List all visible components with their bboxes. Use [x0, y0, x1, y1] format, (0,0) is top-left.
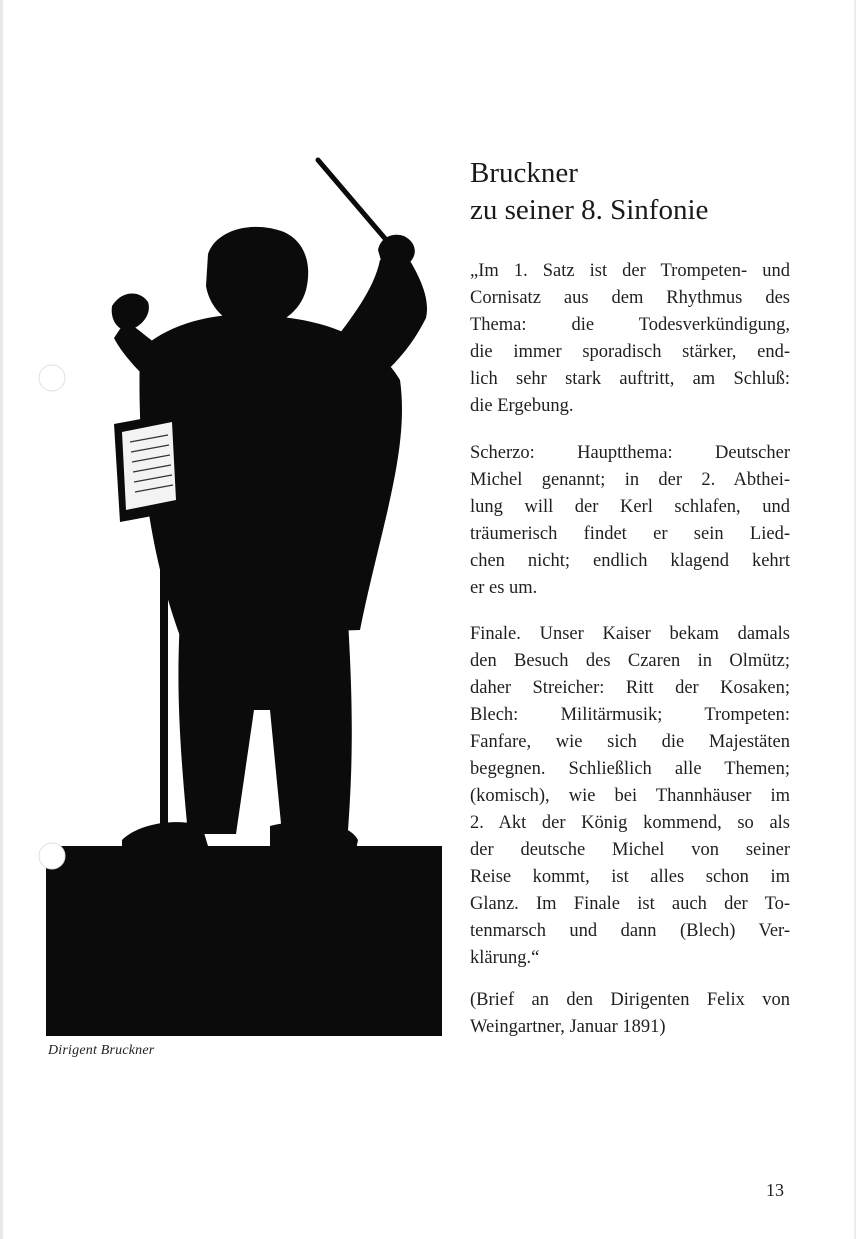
text-line: (komisch), wie bei Thannhäuser im	[470, 786, 790, 806]
text-line: begegnen. Schließlich alle Themen;	[470, 759, 790, 779]
title-line-1: Bruckner	[470, 157, 578, 189]
music-stand-pole	[160, 500, 168, 860]
page-edge-left	[0, 0, 3, 1239]
source-citation	[470, 987, 790, 1041]
text-line: der deutsche Michel von seiner	[470, 840, 790, 860]
text-line: Glanz. Im Finale ist auch der To-	[470, 894, 790, 914]
baton	[318, 160, 388, 242]
text-line: Cornisatz aus dem Rhythmus des	[470, 288, 790, 308]
text-line: Fanfare, wie sich die Majestäten	[470, 732, 790, 752]
text-line: Scherzo: Hauptthema: Deutscher	[470, 443, 790, 463]
text-line: tenmarsch und dann (Blech) Ver-	[470, 921, 790, 941]
text-line: „Im 1. Satz ist der Trompeten- und	[470, 261, 790, 281]
head	[206, 227, 308, 328]
paragraph-finale	[470, 621, 790, 972]
text-line: Michel genannt; in der 2. Abthei-	[470, 470, 790, 490]
title-line-2: zu seiner 8. Sinfonie	[470, 194, 709, 226]
text-line: träumerisch findet er sein Lied-	[470, 524, 790, 544]
text-line: Thema: die Todesverkündigung,	[470, 315, 790, 335]
binder-hole-lower	[39, 843, 65, 869]
trousers	[178, 620, 351, 834]
conductor-silhouette-illustration	[30, 150, 450, 1040]
binder-hole-upper	[39, 365, 65, 391]
text-line: Reise kommt, ist alles schon im	[470, 867, 790, 887]
illustration-caption: Dirigent Bruckner	[48, 1043, 155, 1058]
text-line: lich sehr stark auftritt, am Schluß:	[470, 369, 790, 389]
text-line: chen nicht; endlich klagend kehrt	[470, 551, 790, 571]
text-line: (Brief an den Dirigenten Felix von	[470, 990, 790, 1010]
text-line: die Ergebung.	[470, 396, 574, 416]
text-line: Blech: Militärmusik; Trompeten:	[470, 705, 790, 725]
article-title	[470, 155, 800, 229]
text-line: daher Streicher: Ritt der Kosaken;	[470, 678, 790, 698]
paragraph-first-movement	[470, 258, 790, 420]
left-hand	[112, 293, 149, 330]
text-line: lung will der Kerl schlafen, und	[470, 497, 790, 517]
text-line: Finale. Unser Kaiser bekam damals	[470, 624, 790, 644]
page-number: 13	[766, 1180, 784, 1200]
text-line: er es um.	[470, 578, 538, 598]
text-line: den Besuch des Czaren in Olmütz;	[470, 651, 790, 671]
text-line: klärung.“	[470, 948, 540, 968]
paragraph-scherzo	[470, 440, 790, 602]
stage-block	[46, 846, 442, 1036]
text-line: 2. Akt der König kommend, so als	[470, 813, 790, 833]
text-line: Weingartner, Januar 1891)	[470, 1017, 666, 1037]
text-line: die immer sporadisch stärker, end-	[470, 342, 790, 362]
